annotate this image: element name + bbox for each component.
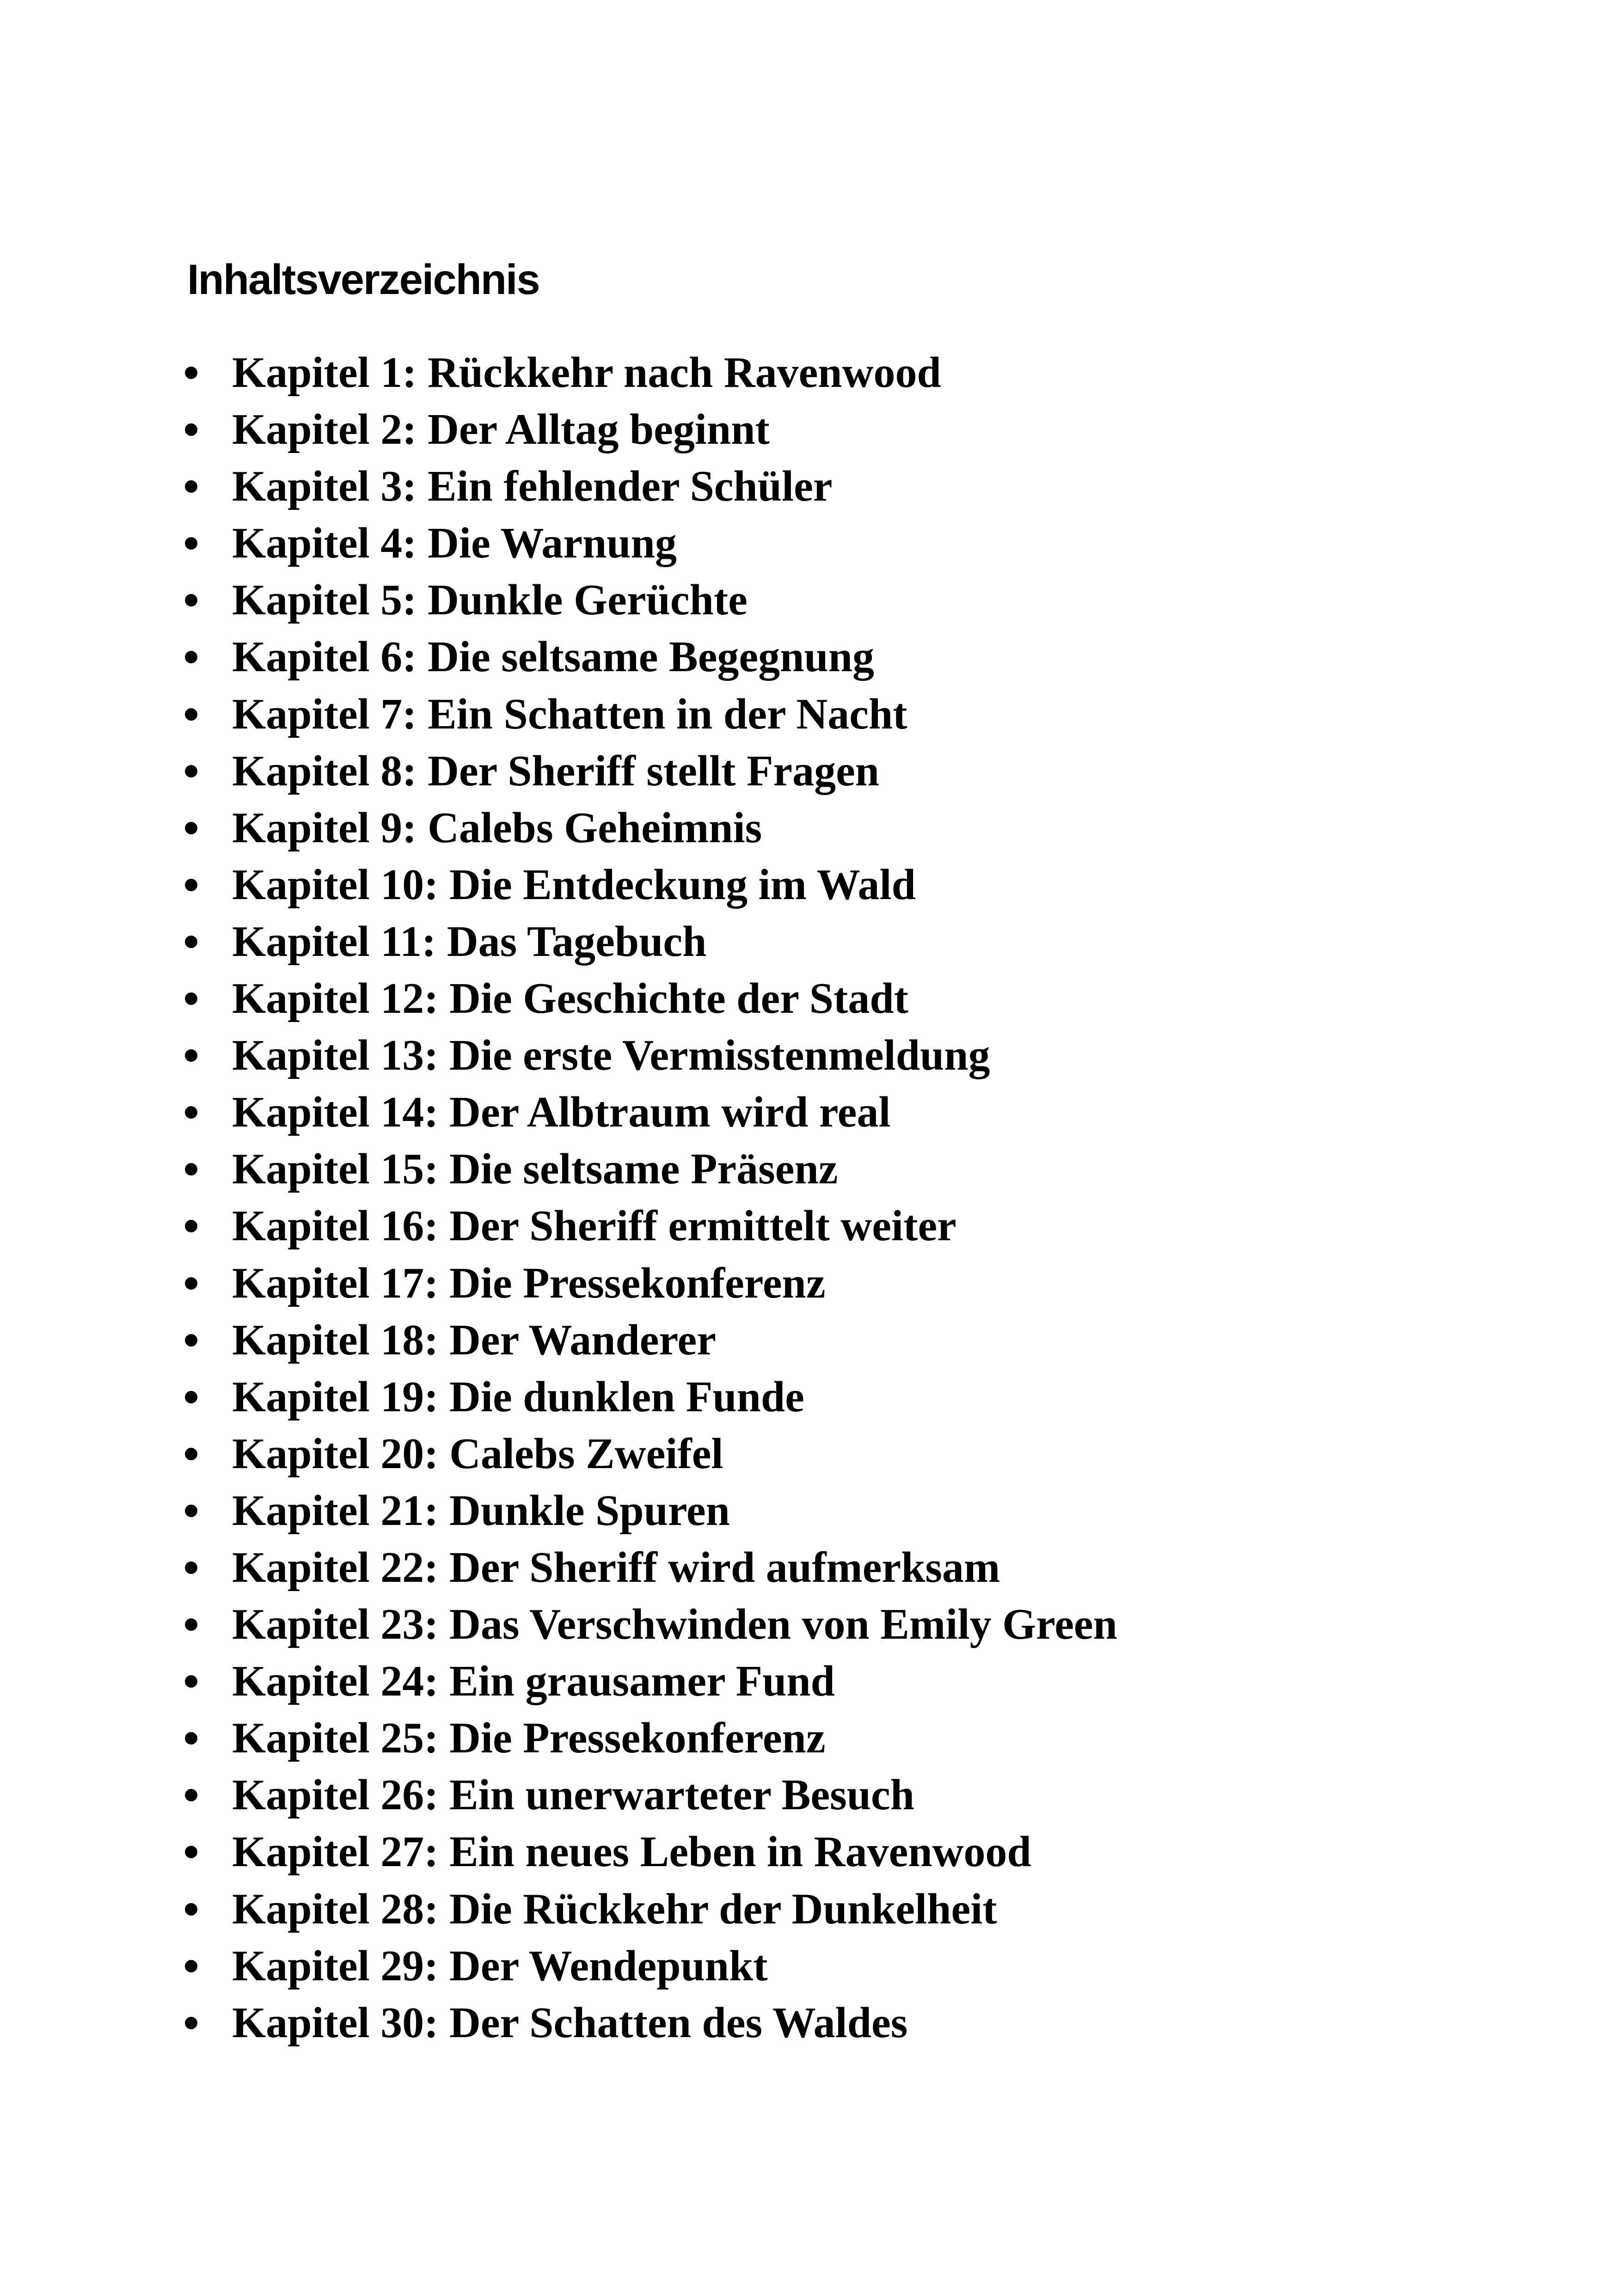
toc-item [185, 857, 1117, 913]
bullet-icon [185, 1561, 197, 1574]
bullet-icon [185, 708, 197, 721]
toc-item [185, 1141, 1117, 1198]
bullet-icon [185, 1618, 197, 1631]
toc-item [185, 1369, 1117, 1426]
toc-item-label: Kapitel 13: Die erste Vermisstenmeldung [232, 1031, 990, 1080]
toc-item [185, 1767, 1117, 1824]
bullet-icon [185, 594, 197, 606]
bullet-icon [185, 651, 197, 663]
toc-item [185, 1539, 1117, 1596]
toc-item [185, 1653, 1117, 1710]
bullet-icon [185, 1163, 197, 1176]
toc-item-label: Kapitel 25: Die Pressekonferenz [232, 1714, 826, 1763]
toc-item [185, 1824, 1117, 1880]
toc-item-label: Kapitel 11: Das Tagebuch [232, 917, 707, 966]
toc-item-label: Kapitel 24: Ein grausamer Fund [232, 1657, 835, 1706]
bullet-icon [185, 1960, 197, 1972]
bullet-icon [185, 1448, 197, 1460]
bullet-icon [185, 2017, 197, 2029]
bullet-icon [185, 1049, 197, 1062]
toc-item [185, 458, 1117, 515]
bullet-icon [185, 936, 197, 948]
toc-item-label: Kapitel 26: Ein unerwarteter Besuch [232, 1771, 915, 1819]
toc-item [185, 515, 1117, 572]
bullet-icon [185, 1277, 197, 1290]
toc-item [185, 629, 1117, 686]
toc-item [185, 572, 1117, 629]
toc-item-label: Kapitel 5: Dunkle Gerüchte [232, 576, 748, 625]
bullet-icon [185, 537, 197, 550]
bullet-icon [185, 367, 197, 379]
toc-item-label: Kapitel 15: Die seltsame Präsenz [232, 1145, 838, 1194]
bullet-icon [185, 822, 197, 834]
toc-item [185, 1198, 1117, 1255]
toc-item-label: Kapitel 29: Der Wendepunkt [232, 1941, 768, 1990]
toc-item [185, 1027, 1117, 1084]
toc-item [185, 686, 1117, 743]
toc-item [185, 1881, 1117, 1938]
toc-item [185, 743, 1117, 800]
toc-item [185, 1995, 1117, 2051]
toc-item [185, 401, 1117, 458]
toc-item-label: Kapitel 17: Die Pressekonferenz [232, 1259, 826, 1307]
toc-item-label: Kapitel 28: Die Rückkehr der Dunkelheit [232, 1885, 997, 1933]
toc-item-label: Kapitel 14: Der Albtraum wird real [232, 1088, 891, 1137]
bullet-icon [185, 1220, 197, 1232]
bullet-icon [185, 1846, 197, 1858]
toc-item-label: Kapitel 23: Das Verschwinden von Emily Green [232, 1600, 1117, 1649]
toc-item-label: Kapitel 18: Der Wanderer [232, 1316, 716, 1364]
toc-item [185, 1084, 1117, 1141]
toc-item-label: Kapitel 3: Ein fehlender Schüler [232, 462, 833, 511]
toc-item-label: Kapitel 21: Dunkle Spuren [232, 1486, 730, 1535]
bullet-icon [185, 879, 197, 891]
toc-item [185, 1312, 1117, 1369]
bullet-icon [185, 1732, 197, 1745]
toc-item-label: Kapitel 7: Ein Schatten in der Nacht [232, 690, 907, 738]
toc-item [185, 800, 1117, 857]
bullet-icon [185, 992, 197, 1005]
toc-item-label: Kapitel 30: Der Schatten des Waldes [232, 1998, 908, 2047]
bullet-icon [185, 1903, 197, 1916]
bullet-icon [185, 765, 197, 778]
bullet-icon [185, 1391, 197, 1403]
toc-item-label: Kapitel 22: Der Sheriff wird aufmerksam [232, 1543, 1000, 1592]
toc-item-label: Kapitel 27: Ein neues Leben in Ravenwood [232, 1828, 1031, 1876]
toc-item [185, 1710, 1117, 1767]
toc-item-label: Kapitel 10: Die Entdeckung im Wald [232, 860, 916, 909]
toc-item-label: Kapitel 12: Die Geschichte der Stadt [232, 974, 908, 1023]
toc-item-label: Kapitel 1: Rückkehr nach Ravenwood [232, 349, 941, 397]
toc-list [185, 344, 1117, 2051]
toc-item-label: Kapitel 6: Die seltsame Begegnung [232, 633, 874, 681]
toc-heading: Inhaltsverzeichnis [187, 256, 539, 303]
bullet-icon [185, 1334, 197, 1347]
toc-item [185, 1938, 1117, 1995]
toc-item-label: Kapitel 2: Der Alltag beginnt [232, 405, 770, 454]
bullet-icon [185, 1106, 197, 1119]
toc-item [185, 1426, 1117, 1482]
toc-item-label: Kapitel 19: Die dunklen Funde [232, 1372, 804, 1421]
bullet-icon [185, 423, 197, 436]
toc-item [185, 1596, 1117, 1653]
toc-item-label: Kapitel 20: Calebs Zweifel [232, 1429, 723, 1478]
toc-item-label: Kapitel 8: Der Sheriff stellt Fragen [232, 747, 880, 795]
toc-item [185, 1255, 1117, 1312]
toc-item [185, 970, 1117, 1027]
bullet-icon [185, 1505, 197, 1517]
toc-item [185, 1482, 1117, 1539]
toc-item-label: Kapitel 16: Der Sheriff ermittelt weiter [232, 1202, 956, 1250]
bullet-icon [185, 1789, 197, 1801]
bullet-icon [185, 480, 197, 493]
toc-item-label: Kapitel 9: Calebs Geheimnis [232, 803, 762, 852]
toc-item [185, 913, 1117, 970]
bullet-icon [185, 1675, 197, 1688]
toc-item [185, 344, 1117, 401]
toc-item-label: Kapitel 4: Die Warnung [232, 519, 677, 568]
